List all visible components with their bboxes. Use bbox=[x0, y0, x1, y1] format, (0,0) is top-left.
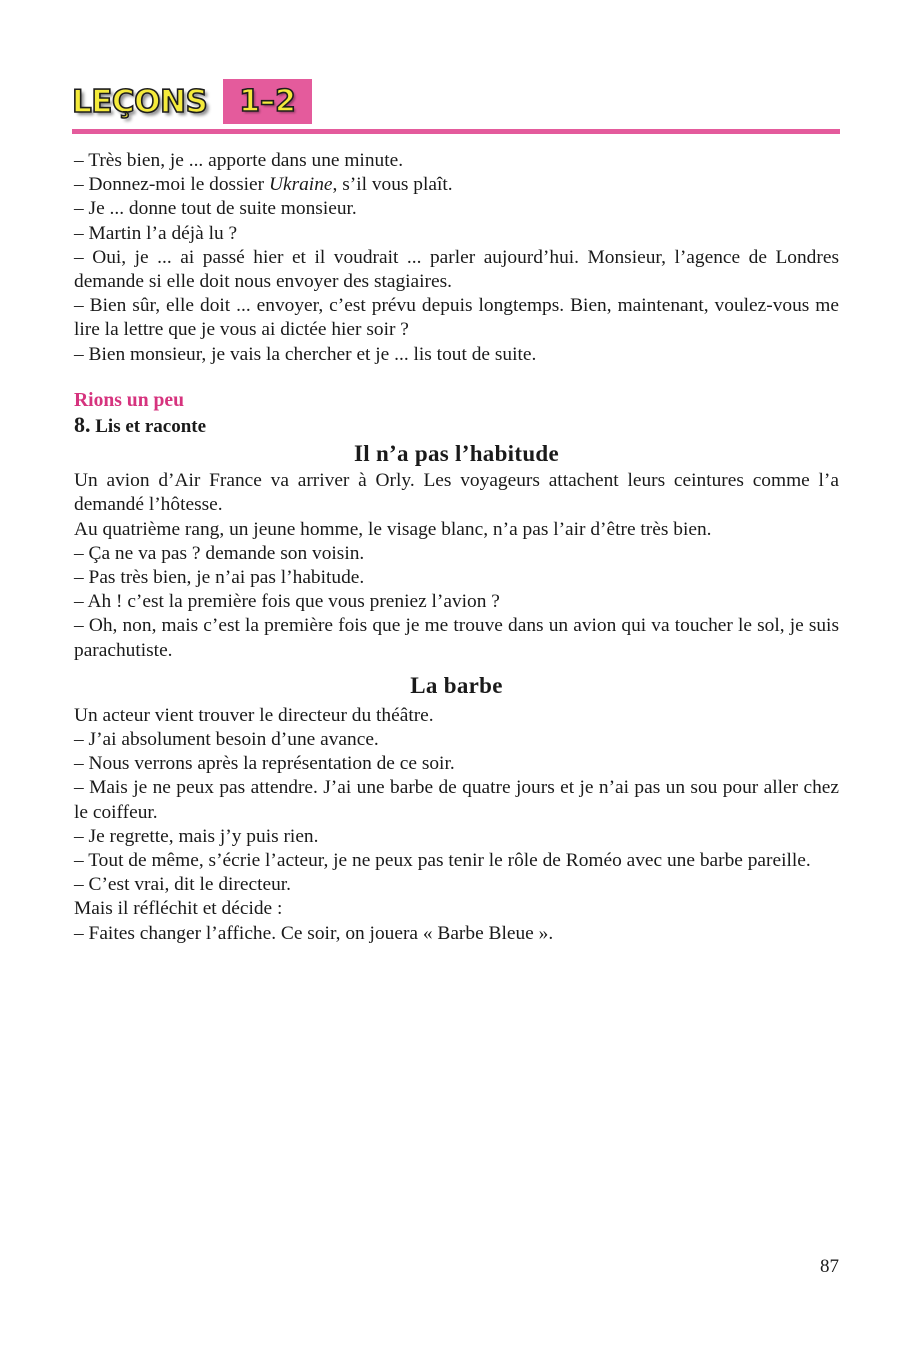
story-title: Il n’a pas l’habitude bbox=[353, 441, 560, 467]
header-rule bbox=[72, 129, 840, 134]
story-line: – J’ai absolument besoin d’une avance. bbox=[74, 729, 379, 751]
story-1 bbox=[74, 439, 839, 663]
story-line: Un avion d’Air France va arriver à Orly. Les voyageurs attachent leurs ceintures comme l’a demandé l’hôtesse. bbox=[74, 470, 839, 516]
story-2 bbox=[74, 671, 839, 946]
dialogue-line: – Oui, je ... ai passé hier et il voudrait ... parler aujourd’hui. Monsieur, l’agence de Londres demande si elle doit nous envoyer des stagiaires. bbox=[74, 246, 839, 293]
story-line: – Faites changer l’affiche. Ce soir, on jouera « Barbe Bleue ». bbox=[74, 922, 554, 944]
dialogue-line: – Martin l’a déjà lu ? bbox=[74, 222, 238, 244]
exercise-heading bbox=[74, 413, 839, 439]
story-line: Un acteur vient trouver le directeur du théâtre. bbox=[74, 704, 434, 726]
story-line: – Nous verrons après la représentation de ce soir. bbox=[74, 753, 455, 775]
lesson-title: LEÇONS bbox=[72, 84, 208, 120]
story-line: – Oh, non, mais c’est la première fois que je me trouve dans un avion qui va toucher le sol, je suis parachutiste. bbox=[74, 615, 839, 661]
dialogue-line: – Donnez-moi le dossier Ukraine, s’il vous plaît. bbox=[74, 174, 453, 196]
story-line: – C’est vrai, dit le directeur. bbox=[74, 874, 291, 896]
lesson-range: 1–2 bbox=[239, 84, 296, 119]
story-line: – Mais je ne peux pas attendre. J’ai une barbe de quatre jours et je n’ai pas un sou pour aller chez le coiffeur. bbox=[74, 777, 839, 823]
dialogue-line: – Très bien, je ... apporte dans une minute. bbox=[74, 150, 404, 171]
section-heading: Rions un peu bbox=[74, 389, 184, 411]
story-line: – Tout de même, s’écrie l’acteur, je ne peux pas tenir le rôle de Roméo avec une barbe pareille. bbox=[74, 850, 811, 872]
exercise-instruction: Lis et raconte bbox=[95, 416, 207, 438]
story-line: – Ah ! c’est la première fois que vous preniez l’avion ? bbox=[74, 591, 500, 613]
lesson-range-badge bbox=[223, 79, 312, 124]
story-line: Au quatrième rang, un jeune homme, le visage blanc, n’a pas l’air d’être très bien. bbox=[74, 518, 712, 540]
exercise-number: 8. bbox=[74, 412, 91, 438]
dialogue-line: – Bien monsieur, je vais la chercher et je ... lis tout de suite. bbox=[74, 343, 537, 365]
story-line: – Pas très bien, je n’ai pas l’habitude. bbox=[74, 567, 365, 589]
story-title: La barbe bbox=[410, 672, 503, 698]
story-line: – Ça ne va pas ? demande son voisin. bbox=[74, 542, 365, 564]
page-number: 87 bbox=[820, 1256, 839, 1277]
dossier-name: Ukraine bbox=[268, 174, 333, 196]
dialogue-line: – Bien sûr, elle doit ... envoyer, c’est prévu depuis longtemps. Bien, maintenant, voulez-vous me lire la lettre que je vous ai dictée hier soir ? bbox=[74, 295, 839, 341]
dialogue-block bbox=[74, 149, 839, 367]
story-line: – Je regrette, mais j’y puis rien. bbox=[74, 825, 319, 847]
lesson-header bbox=[72, 76, 840, 136]
story-line: Mais il réfléchit et décide : bbox=[74, 898, 283, 920]
page-content bbox=[74, 149, 839, 946]
dialogue-line: – Je ... donne tout de suite monsieur. bbox=[74, 198, 357, 220]
